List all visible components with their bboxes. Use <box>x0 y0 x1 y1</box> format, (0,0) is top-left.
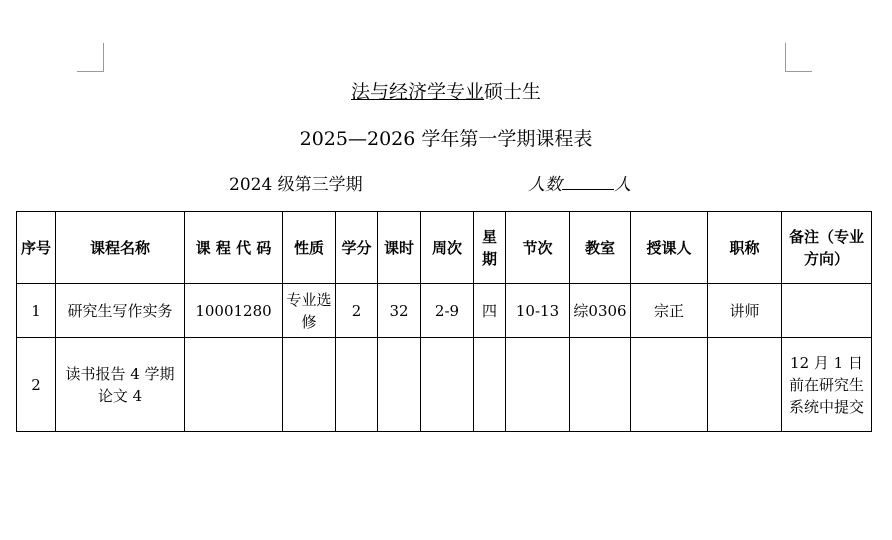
cell-room <box>570 338 631 432</box>
count-label: 人数 <box>528 175 562 195</box>
cell-course-code <box>185 338 283 432</box>
student-count <box>528 174 631 196</box>
cell-weeks: 2-9 <box>421 284 474 338</box>
cell-seq: 1 <box>17 284 56 338</box>
crop-mark-right <box>785 43 812 72</box>
cell-credit <box>336 338 378 432</box>
cell-course-code: 10001280 <box>185 284 283 338</box>
header-hours: 课时 <box>378 212 421 284</box>
cell-weeks <box>421 338 474 432</box>
cell-periods <box>506 338 570 432</box>
cell-course-name: 读书报告 4 学期论文 4 <box>56 338 185 432</box>
table-header-row <box>17 212 872 284</box>
term-label: 2024 级第三学期 <box>229 175 363 195</box>
cell-hours: 32 <box>378 284 421 338</box>
doc-title-line2: 2025—2026 学年第一学期课程表 <box>299 128 593 150</box>
cell-note <box>782 284 872 338</box>
cell-title: 讲师 <box>708 284 782 338</box>
header-teacher: 授课人 <box>631 212 708 284</box>
doc-title-line1 <box>0 80 892 104</box>
cell-seq: 2 <box>17 338 56 432</box>
degree-label: 硕士生 <box>484 81 542 103</box>
table-row <box>17 338 872 432</box>
cell-nature: 专业选修 <box>283 284 336 338</box>
header-periods: 节次 <box>506 212 570 284</box>
cell-periods: 10-13 <box>506 284 570 338</box>
cell-title <box>708 338 782 432</box>
cell-room: 综0306 <box>570 284 631 338</box>
header-note: 备注（专业方向） <box>782 212 872 284</box>
cell-hours <box>378 338 421 432</box>
header-credit: 学分 <box>336 212 378 284</box>
cell-note: 12 月 1 日前在研究生系统中提交 <box>782 338 872 432</box>
header-title: 职称 <box>708 212 782 284</box>
table-row <box>17 284 872 338</box>
cell-nature <box>283 338 336 432</box>
major-name: 法与经济学专业 <box>350 81 484 103</box>
crop-mark-left <box>77 43 104 72</box>
count-blank <box>562 175 614 190</box>
count-suffix: 人 <box>614 175 631 195</box>
cell-course-name: 研究生写作实务 <box>56 284 185 338</box>
cell-teacher: 宗正 <box>631 284 708 338</box>
cell-credit: 2 <box>336 284 378 338</box>
header-seq: 序号 <box>17 212 56 284</box>
header-course-name: 课程名称 <box>56 212 185 284</box>
course-schedule-table <box>16 211 872 432</box>
header-weeks: 周次 <box>421 212 474 284</box>
cell-teacher <box>631 338 708 432</box>
cell-weekday: 四 <box>474 284 506 338</box>
cell-weekday <box>474 338 506 432</box>
header-room: 教室 <box>570 212 631 284</box>
header-course-code: 课 程 代 码 <box>185 212 283 284</box>
header-weekday: 星期 <box>474 212 506 284</box>
header-nature: 性质 <box>283 212 336 284</box>
